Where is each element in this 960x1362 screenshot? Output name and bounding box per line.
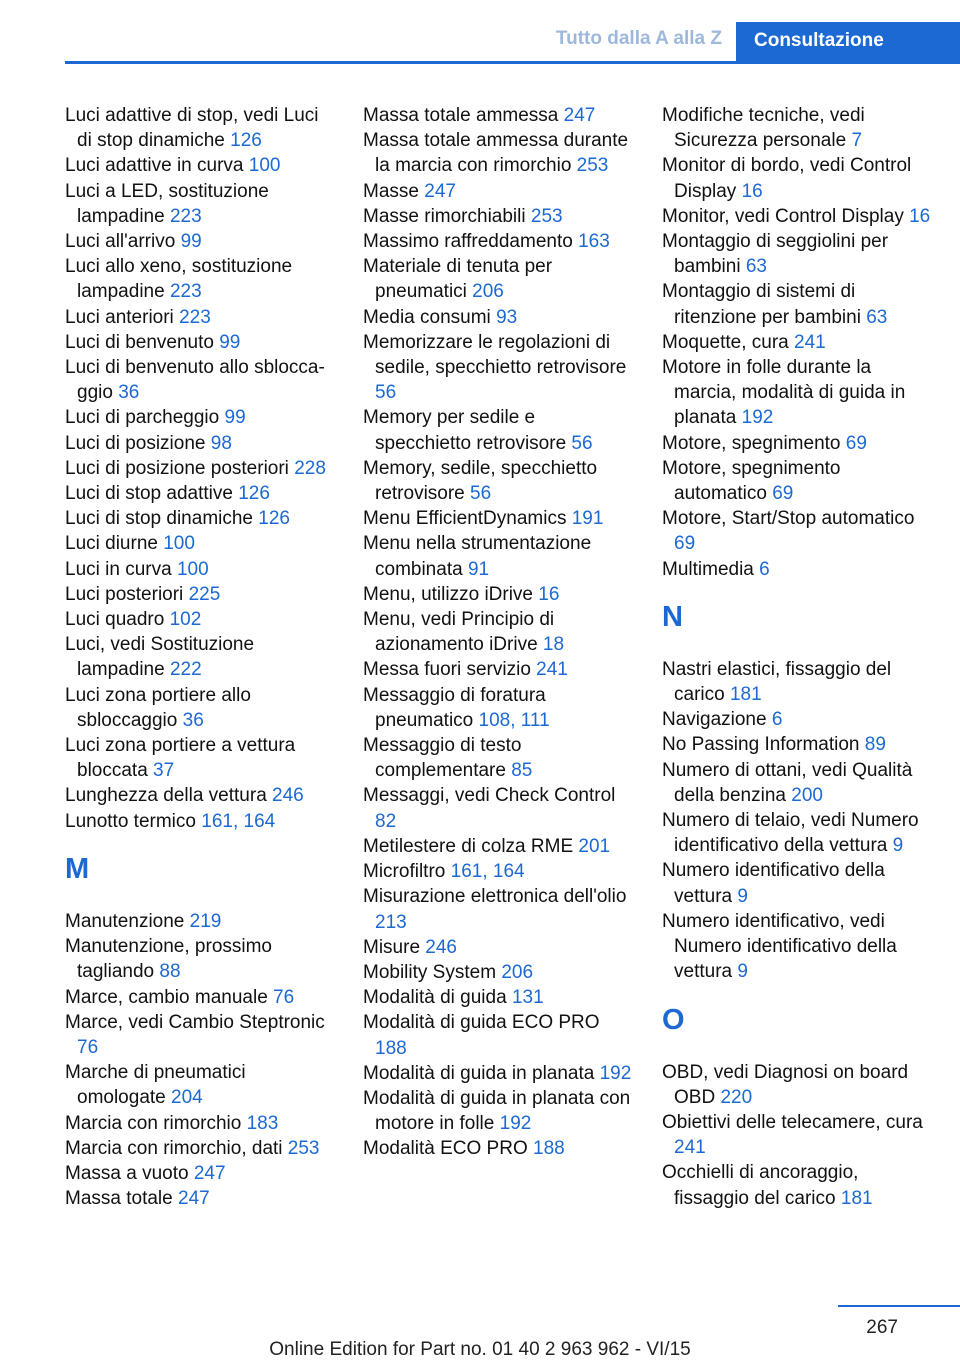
index-entry-page-link[interactable]: 253 xyxy=(576,155,609,177)
index-entry xyxy=(363,683,635,733)
index-entry-page-link[interactable]: 200 xyxy=(791,784,823,806)
index-entry xyxy=(662,758,934,808)
chapter-title: Consultazione xyxy=(754,30,884,51)
index-entry-page-link[interactable]: 56 xyxy=(470,483,492,505)
index-entry-term: Massa a vuoto xyxy=(65,1162,194,1184)
index-entry-page-link[interactable]: 253 xyxy=(287,1137,320,1159)
index-entry-term: Motore, spegnimento xyxy=(662,432,846,454)
index-entry xyxy=(363,229,635,254)
index-entry-page-link[interactable]: 63 xyxy=(745,256,767,278)
index-entry xyxy=(65,1136,337,1161)
index-entry-page-link[interactable]: 191 xyxy=(571,508,604,530)
index-entry xyxy=(363,1061,635,1086)
index-entry-page-link[interactable]: 163 xyxy=(578,231,610,253)
index-entry xyxy=(65,733,337,783)
index-entry-term: Mobility System xyxy=(363,961,502,983)
index-entry xyxy=(363,405,635,455)
index-entry-page-link[interactable]: 18 xyxy=(542,634,565,656)
index-entry xyxy=(65,305,337,330)
index-column-1 xyxy=(65,103,337,1211)
index-entry xyxy=(363,456,635,506)
index-entry-term: Luci a LED, sostituzione lampadine xyxy=(65,180,269,227)
index-entry-page-link[interactable]: 93 xyxy=(496,306,518,328)
index-entry-page-link[interactable]: 206 xyxy=(472,281,504,303)
index-entry xyxy=(65,1010,337,1060)
index-entry-term: Montaggio di seggiolini per bambini xyxy=(662,231,889,278)
index-entry-page-link[interactable]: 241 xyxy=(536,659,568,681)
index-entry-term: Luci allo xeno, sostituzione lampadine xyxy=(65,256,293,303)
index-entry xyxy=(65,531,337,556)
index-entry-term: Marcia con rimorchio, dati xyxy=(65,1137,288,1159)
index-entry-term: Messaggio di testo complementare xyxy=(363,735,522,782)
index-entry xyxy=(65,1186,337,1211)
index-entry-page-link[interactable]: 131 xyxy=(511,987,544,1009)
index-entry-term: Manutenzione xyxy=(65,910,190,932)
index-entry xyxy=(363,103,635,128)
index-entry xyxy=(662,707,934,732)
index-entry xyxy=(65,783,337,808)
index-entry-term: Massa totale xyxy=(65,1188,178,1210)
index-entry-page-link[interactable]: 181 xyxy=(840,1187,873,1209)
index-entry-term: Luci adattive di stop, vedi Luci di stop dinamiche xyxy=(65,105,319,152)
index-entry-page-link[interactable]: 85 xyxy=(511,760,533,782)
index-entry xyxy=(65,405,337,430)
index-entry xyxy=(363,834,635,859)
index-entry xyxy=(65,985,337,1010)
index-entry-term: Modalità ECO PRO xyxy=(363,1138,533,1160)
index-entry xyxy=(65,330,337,355)
footer-rule xyxy=(838,1305,960,1307)
index-entry-term: Luci posteriori xyxy=(65,583,189,605)
index-entry-page-link[interactable]: 192 xyxy=(599,1062,632,1084)
index-entry-term: Materiale di tenuta per pneumatici xyxy=(363,256,553,303)
index-entry-page-link[interactable]: 228 xyxy=(294,457,326,479)
index-entry xyxy=(363,506,635,531)
index-entry-term: Marce, vedi Cambio Steptronic xyxy=(65,1011,325,1033)
index-entry xyxy=(363,607,635,657)
index-entry-term: Modifiche tecniche, vedi Sicurezza personale xyxy=(662,105,865,152)
index-entry-page-link[interactable]: 102 xyxy=(169,609,202,631)
index-entry-page-link[interactable]: 223 xyxy=(169,281,202,303)
index-entry xyxy=(662,1060,934,1110)
index-entry-page-link[interactable]: 246 xyxy=(425,936,457,958)
index-entry-term: Misurazione elettronica dell'olio xyxy=(363,886,627,908)
index-entry-term: Motore, spegnimento automatico xyxy=(662,457,841,505)
index-entry xyxy=(65,254,337,304)
index-entry-page-link[interactable]: 126 xyxy=(230,130,262,152)
index-entry-page-link[interactable]: 247 xyxy=(563,105,596,126)
index-entry-term: Luci di parcheggio xyxy=(65,407,225,429)
index-entry xyxy=(65,909,337,934)
index-entry-page-link[interactable]: 36 xyxy=(118,382,140,404)
index-entry-term: Luci zona portiere a vettura bloccata xyxy=(65,735,296,782)
index-entry-term: Multimedia xyxy=(662,558,760,580)
index-entry-page-link[interactable]: 99 xyxy=(180,231,202,253)
index-entry-term: Marce, cambio manuale xyxy=(65,986,274,1008)
index-entry-term: Luci in curva xyxy=(65,558,177,580)
index-entry xyxy=(363,733,635,783)
index-entry xyxy=(363,1136,635,1161)
index-entry-term: Menu nella strumentazione combinata xyxy=(363,533,592,580)
index-entry-page-link[interactable]: 88 xyxy=(159,961,181,983)
edition-note: Online Edition for Part no. 01 40 2 963 962 - VI/15 xyxy=(269,1339,691,1360)
index-entry-page-link[interactable]: 37 xyxy=(153,760,175,782)
index-entry-term: Luci zona portiere allo sbloccaggio xyxy=(65,684,251,731)
index-entry-page-link[interactable]: 36 xyxy=(182,709,204,731)
index-entry-term: Memory per sedile e specchietto retrovisore xyxy=(363,407,572,454)
index-entry-page-link[interactable]: 69 xyxy=(674,533,696,555)
index-column-3 xyxy=(662,103,934,1211)
index-entry-page-link[interactable]: 192 xyxy=(499,1113,532,1135)
index-letter-heading: O xyxy=(662,1003,685,1036)
index-entry-term: Numero identificativo, vedi Numero identificativo della vettura xyxy=(662,910,897,983)
index-entry-term: Marcia con rimorchio xyxy=(65,1112,247,1134)
index-entry-term: Nastri elastici, fissaggio del carico xyxy=(662,658,892,706)
index-entry-page-link[interactable]: 100 xyxy=(176,558,209,580)
chapter-tab xyxy=(736,22,960,62)
index-entry-page-link[interactable]: 241 xyxy=(794,331,826,353)
index-entry-page-link[interactable]: 213 xyxy=(375,911,407,933)
index-entry-page-link[interactable]: 9 xyxy=(737,885,748,907)
index-entry xyxy=(65,431,337,456)
index-entry-page-link[interactable]: 222 xyxy=(169,659,202,681)
index-entry-page-link[interactable]: 161, 164 xyxy=(201,810,276,832)
index-entry xyxy=(363,128,635,178)
index-entry xyxy=(363,783,635,833)
index-entry-term: Massimo raffreddamento xyxy=(363,231,579,253)
index-entry-page-link[interactable]: 225 xyxy=(188,583,221,605)
index-entry xyxy=(662,355,934,431)
index-entry-page-link[interactable]: 126 xyxy=(238,483,270,505)
index-entry-page-link[interactable]: 91 xyxy=(467,558,490,580)
index-entry-term: Luci di benvenuto xyxy=(65,331,220,353)
index-entry-term: Messaggi, vedi Check Control xyxy=(363,785,616,807)
index-entry-page-link[interactable]: 76 xyxy=(273,986,295,1008)
index-entry xyxy=(65,229,337,254)
index-entry xyxy=(363,884,635,934)
index-entry xyxy=(363,204,635,229)
index-entry xyxy=(662,909,934,985)
index-entry-term: Luci di stop dinamiche xyxy=(65,508,259,530)
page-header xyxy=(0,0,960,62)
index-entry-term: Menu, vedi Principio di azionamento iDrive xyxy=(363,609,555,656)
index-entry-page-link[interactable]: 69 xyxy=(772,483,794,505)
index-entry-page-link[interactable]: 16 xyxy=(741,180,763,202)
index-entry-term: Messa fuori servizio xyxy=(363,659,537,681)
index-entry-term: Moquette, cura xyxy=(662,331,795,353)
index-entry-term: Menu, utilizzo iDrive xyxy=(363,583,539,605)
index-entry-term: Luci anteriori xyxy=(65,306,180,328)
index-entry xyxy=(662,330,934,355)
index-entry xyxy=(662,229,934,279)
index-entry-page-link[interactable]: 161, 164 xyxy=(450,861,525,883)
index-entry-term: Memorizzare le regolazioni di sedile, specchietto retrovisore xyxy=(363,331,627,379)
index-entry-term: Media consumi xyxy=(363,306,497,328)
index-entry-term: Motore, Start/Stop automatico xyxy=(662,508,915,530)
index-entry-term: Occhielli di ancoraggio, fissaggio del carico xyxy=(662,1162,859,1209)
index-entry-term: Memory, sedile, specchietto retrovisore xyxy=(363,457,598,505)
index-entry-page-link[interactable]: 100 xyxy=(163,533,195,555)
index-entry xyxy=(65,632,337,682)
index-entry-page-link[interactable]: 56 xyxy=(375,382,397,404)
index-entry xyxy=(363,582,635,607)
index-entry-page-link[interactable]: 223 xyxy=(179,306,211,328)
index-entry-term: Monitor di bordo, vedi Control Display xyxy=(662,155,912,202)
index-entry-term: Luci, vedi Sostituzione lampadine xyxy=(65,634,255,681)
index-entry-term: No Passing Information xyxy=(662,734,865,756)
index-entry xyxy=(662,431,934,456)
index-entry-term: Luci all'arrivo xyxy=(65,231,181,253)
index-entry xyxy=(363,1086,635,1136)
index-entry-page-link[interactable]: 89 xyxy=(864,734,886,756)
index-entry-term: Motore in folle durante la marcia, modalità di guida in planata xyxy=(662,357,906,429)
index-entry-page-link[interactable]: 188 xyxy=(375,1037,407,1059)
index-entry-page-link[interactable]: 7 xyxy=(851,130,863,152)
index-entry-term: Numero di ottani, vedi Qualità della benzina xyxy=(662,759,913,806)
index-entry-page-link[interactable]: 253 xyxy=(530,205,563,227)
index-entry-term: Menu EfficientDynamics xyxy=(363,508,572,530)
index-entry xyxy=(363,179,635,204)
index-entry-page-link[interactable]: 99 xyxy=(224,407,246,429)
index-letter-heading: M xyxy=(65,852,90,885)
index-entry-page-link[interactable]: 9 xyxy=(892,835,904,857)
index-entry-page-link[interactable]: 6 xyxy=(771,709,783,731)
index-entry xyxy=(662,456,934,506)
index-entry-term: Modalità di guida in planata con motore in folle xyxy=(363,1087,631,1135)
index-entry-term: Massa totale ammessa xyxy=(363,105,564,126)
index-entry xyxy=(65,179,337,229)
index-entry xyxy=(65,582,337,607)
index-entry-term: Manutenzione, prossimo tagliando xyxy=(65,936,272,983)
index-entry xyxy=(662,808,934,858)
index-entry xyxy=(65,1111,337,1136)
index-entry-page-link[interactable]: 247 xyxy=(424,180,456,202)
index-entry xyxy=(363,305,635,330)
index-entry-page-link[interactable]: 206 xyxy=(501,961,534,983)
index-entry xyxy=(65,506,337,531)
index-entry-page-link[interactable]: 204 xyxy=(171,1087,203,1109)
index-entry-term: Luci adattive in curva xyxy=(65,155,249,177)
index-entry-term: Masse xyxy=(363,180,425,202)
index-entry xyxy=(662,204,934,229)
index-entry xyxy=(363,935,635,960)
index-entry xyxy=(363,1010,635,1060)
index-entry-term: Monitor, vedi Control Display xyxy=(662,205,910,227)
index-entry-term: Numero identificativo della vettura xyxy=(662,860,885,907)
index-entry xyxy=(662,858,934,908)
index-entry-term: Modalità di guida in planata xyxy=(363,1062,600,1084)
index-entry-term: Microfiltro xyxy=(363,861,451,883)
index-entry-page-link[interactable]: 241 xyxy=(674,1137,706,1159)
index-entry-term: Luci di posizione xyxy=(65,432,211,454)
index-entry-page-link[interactable]: 183 xyxy=(246,1112,279,1134)
index-entry-page-link[interactable]: 6 xyxy=(759,558,770,580)
index-entry xyxy=(662,557,934,582)
index-entry-page-link[interactable]: 63 xyxy=(866,306,888,328)
index-entry-page-link[interactable]: 98 xyxy=(210,432,232,454)
index-entry xyxy=(363,960,635,985)
header-rule xyxy=(65,61,960,64)
index-entry xyxy=(662,506,934,556)
index-entry-term: Lunotto termico xyxy=(65,810,202,832)
index-entry-page-link[interactable]: 9 xyxy=(737,961,748,983)
index-entry xyxy=(662,1110,934,1160)
index-entry-page-link[interactable]: 82 xyxy=(375,810,397,832)
index-entry-page-link[interactable]: 99 xyxy=(219,331,241,353)
index-entry-term: Marche di pneumatici omologate xyxy=(65,1062,246,1109)
index-entry xyxy=(65,153,337,178)
index-entry-term: Numero di telaio, vedi Numero identificativo della vettura xyxy=(662,810,919,857)
index-entry-term: OBD, vedi Diagnosi on board OBD xyxy=(662,1061,909,1108)
index-entry-page-link[interactable]: 246 xyxy=(272,785,304,807)
index-entry xyxy=(65,683,337,733)
index-entry-page-link[interactable]: 181 xyxy=(729,684,762,706)
index-entry xyxy=(662,279,934,329)
index-entry-page-link[interactable]: 108, 111 xyxy=(478,709,550,731)
index-entry xyxy=(65,607,337,632)
index-entry-term: Luci di posizione posteriori xyxy=(65,457,295,479)
index-entry-page-link[interactable]: 201 xyxy=(578,835,611,857)
index-entry xyxy=(65,809,337,834)
index-entry xyxy=(363,859,635,884)
index-entry xyxy=(65,481,337,506)
index-entry xyxy=(65,557,337,582)
index-entry-term: Obiettivi delle telecamere, cura xyxy=(662,1111,923,1133)
index-entry-page-link[interactable]: 16 xyxy=(538,583,560,605)
index-entry-term: Modalità di guida xyxy=(363,987,512,1009)
index-entry xyxy=(363,330,635,406)
index-entry xyxy=(363,657,635,682)
index-entry-term: Luci quadro xyxy=(65,609,170,631)
index-letter-heading: N xyxy=(662,600,683,633)
index-entry xyxy=(662,103,934,153)
index-entry-term: Montaggio di sistemi di ritenzione per bambini xyxy=(662,281,867,328)
index-entry xyxy=(662,732,934,757)
index-entry xyxy=(363,985,635,1010)
index-entry-term: Massa totale ammessa durante la marcia con rimorchio xyxy=(363,130,629,177)
index-column-2 xyxy=(363,103,635,1162)
index-entry-term: Navigazione xyxy=(662,709,772,731)
index-entry xyxy=(65,103,337,153)
index-entry xyxy=(363,254,635,304)
index-entry xyxy=(65,355,337,405)
page-number: 267 xyxy=(866,1317,898,1338)
index-entry-term: Lunghezza della vettura xyxy=(65,785,273,807)
index-entry-term: Misure xyxy=(363,936,426,958)
index-entry xyxy=(662,153,934,203)
index-entry-page-link[interactable]: 16 xyxy=(909,205,931,227)
index-entry-term: Luci diurne xyxy=(65,533,164,555)
index-entry xyxy=(363,531,635,581)
index-entry-page-link[interactable]: 247 xyxy=(178,1188,210,1210)
index-entry-page-link[interactable]: 76 xyxy=(77,1036,99,1058)
index-entry xyxy=(65,1060,337,1110)
index-entry-term: Luci di stop adattive xyxy=(65,483,239,505)
index-entry-page-link[interactable]: 188 xyxy=(533,1138,565,1160)
index-entry xyxy=(662,1160,934,1210)
index-entry xyxy=(65,934,337,984)
index-entry-page-link[interactable]: 69 xyxy=(845,432,867,454)
index-entry-term: Metilestere di colza RME xyxy=(363,835,579,857)
index-entry-page-link[interactable]: 219 xyxy=(189,910,222,932)
index-entry-page-link[interactable]: 100 xyxy=(248,155,281,177)
index-entry xyxy=(662,657,934,707)
index-entry-page-link[interactable]: 56 xyxy=(571,432,593,454)
index-entry-term: Masse rimorchiabili xyxy=(363,205,531,227)
index-entry-page-link[interactable]: 247 xyxy=(193,1162,226,1184)
index-entry-term: Messaggio di foratura pneumatico xyxy=(363,684,546,731)
section-title: Tutto dalla A alla Z xyxy=(555,28,722,49)
index-entry-page-link[interactable]: 192 xyxy=(741,407,774,429)
index-entry xyxy=(65,1161,337,1186)
index-entry-page-link[interactable]: 223 xyxy=(169,205,202,227)
index-entry-term: Luci di benvenuto allo sbloccaggio xyxy=(65,357,325,404)
index-entry-page-link[interactable]: 126 xyxy=(258,508,290,530)
index-entry-page-link[interactable]: 220 xyxy=(720,1086,753,1108)
index-entry xyxy=(65,456,337,481)
index-entry-term: Modalità di guida ECO PRO xyxy=(363,1012,600,1034)
